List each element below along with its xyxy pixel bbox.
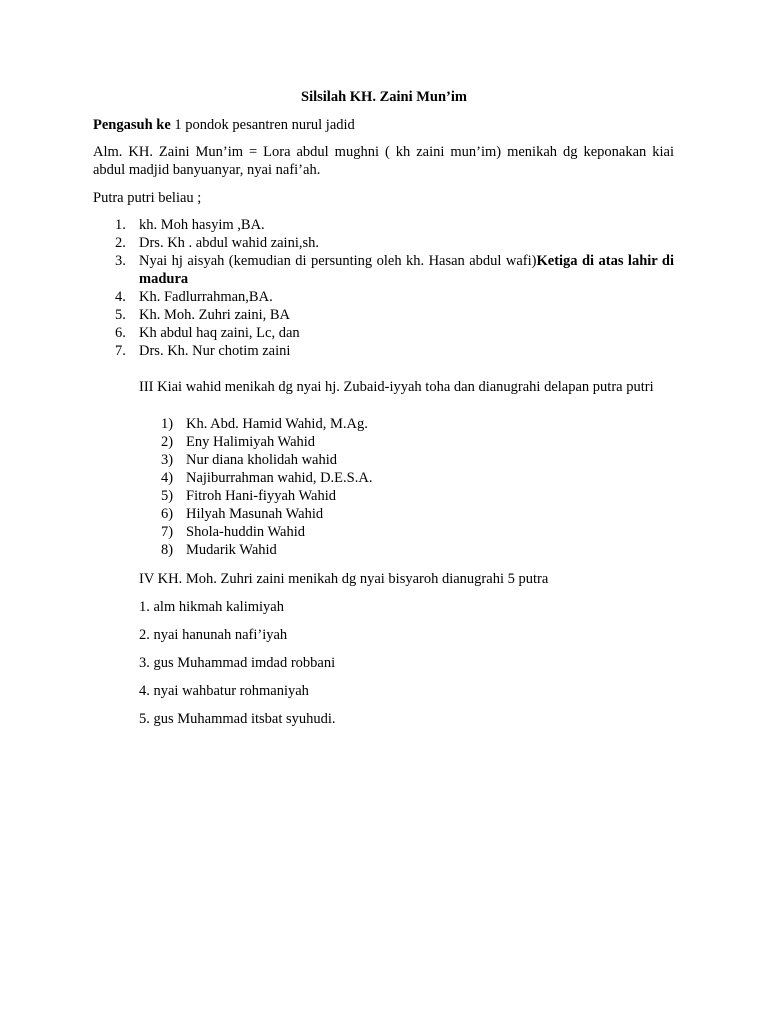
list-item-number: 2. [115, 235, 126, 251]
list-item-text: Kh. Moh. Zuhri zaini, BA [139, 307, 291, 323]
list-item [93, 342, 674, 360]
list-item-text: Kh abdul haq zaini, Lc, dan [139, 325, 300, 341]
section-iii-intro: III Kiai wahid menikah dg nyai hj. Zubaid-iyyah toha dan dianugrahi delapan putra putri [139, 379, 654, 395]
list-item: 5. gus Muhammad itsbat syuhudi. [139, 711, 336, 727]
list-item [93, 216, 674, 234]
document-title: Silsilah KH. Zaini Mun’im [301, 89, 467, 105]
list-item-text: Drs. Kh. Nur chotim zaini [139, 343, 291, 359]
list-item-text: Hilyah Masunah Wahid [186, 506, 324, 522]
list-item: 3. gus Muhammad imdad robbani [139, 655, 336, 671]
list-item-number: 6. [115, 325, 126, 341]
list-item [93, 288, 674, 306]
list-item-text: Nur diana kholidah wahid [186, 452, 338, 468]
list-item-number: 7) [161, 524, 174, 540]
list-item-text: Eny Halimiyah Wahid [186, 434, 316, 450]
list-item [139, 487, 674, 505]
children-list [93, 216, 674, 360]
list-item [93, 252, 674, 288]
list-item: 2. nyai hanunah nafi’iyah [139, 627, 288, 643]
list-item [139, 469, 674, 487]
list-item-number: 1. [115, 217, 126, 233]
section-iv-list [139, 598, 674, 738]
list-item [139, 433, 674, 451]
list-item-text: Drs. Kh . abdul wahid zaini,sh. [139, 235, 320, 251]
list-item-number: 4) [161, 470, 174, 486]
list-item-number: 4. [115, 289, 126, 305]
putra-putri-label: Putra putri beliau ; [93, 190, 202, 206]
list-item-number: 1) [161, 416, 174, 432]
list-item [139, 505, 674, 523]
list-item: 4. nyai wahbatur rohmaniyah [139, 683, 309, 699]
list-item-number: 8) [161, 542, 174, 558]
list-item [139, 415, 674, 433]
list-item [139, 523, 674, 541]
list-item [139, 451, 674, 469]
section-iii-list [139, 415, 674, 559]
list-item-text: kh. Moh hasyim ,BA. [139, 217, 265, 233]
list-item [139, 541, 674, 559]
list-item-number: 6) [161, 506, 174, 522]
list-item-number: 7. [115, 343, 126, 359]
list-item-number: 5) [161, 488, 174, 504]
section-iv-intro: IV KH. Moh. Zuhri zaini menikah dg nyai bisyaroh dianugrahi 5 putra [139, 571, 549, 587]
list-item-number: 2) [161, 434, 174, 450]
list-item-number: 5. [115, 307, 126, 323]
list-item: 1. alm hikmah kalimiyah [139, 599, 284, 615]
list-item [93, 234, 674, 252]
list-item [93, 324, 674, 342]
list-item-text: Najiburrahman wahid, D.E.S.A. [186, 470, 373, 486]
list-item [93, 306, 674, 324]
list-item-note: Ketiga di atas lahir di madura [139, 253, 674, 287]
list-item-text: Kh. Fadlurrahman,BA. [139, 289, 273, 305]
list-item-text: Kh. Abd. Hamid Wahid, M.Ag. [186, 416, 368, 432]
intro-paragraph: Alm. KH. Zaini Mun’im = Lora abdul mughni ( kh zaini mun’im) menikah dg keponakan kiai abdul madjid banyuanyar, nyai nafi’ah. [93, 144, 674, 178]
list-item-number: 3. [115, 253, 126, 269]
pengasuh-label: Pengasuh ke [93, 117, 171, 133]
pengasuh-line [93, 116, 674, 134]
list-item-text: Nyai hj aisyah (kemudian di persunting oleh kh. Hasan abdul wafi) [139, 253, 537, 269]
list-item-text: Shola-huddin Wahid [186, 524, 305, 540]
list-item-text: Mudarik Wahid [186, 542, 277, 558]
list-item-number: 3) [161, 452, 174, 468]
list-item-text: Fitroh Hani-fiyyah Wahid [186, 488, 336, 504]
pengasuh-text: 1 pondok pesantren nurul jadid [170, 117, 355, 133]
